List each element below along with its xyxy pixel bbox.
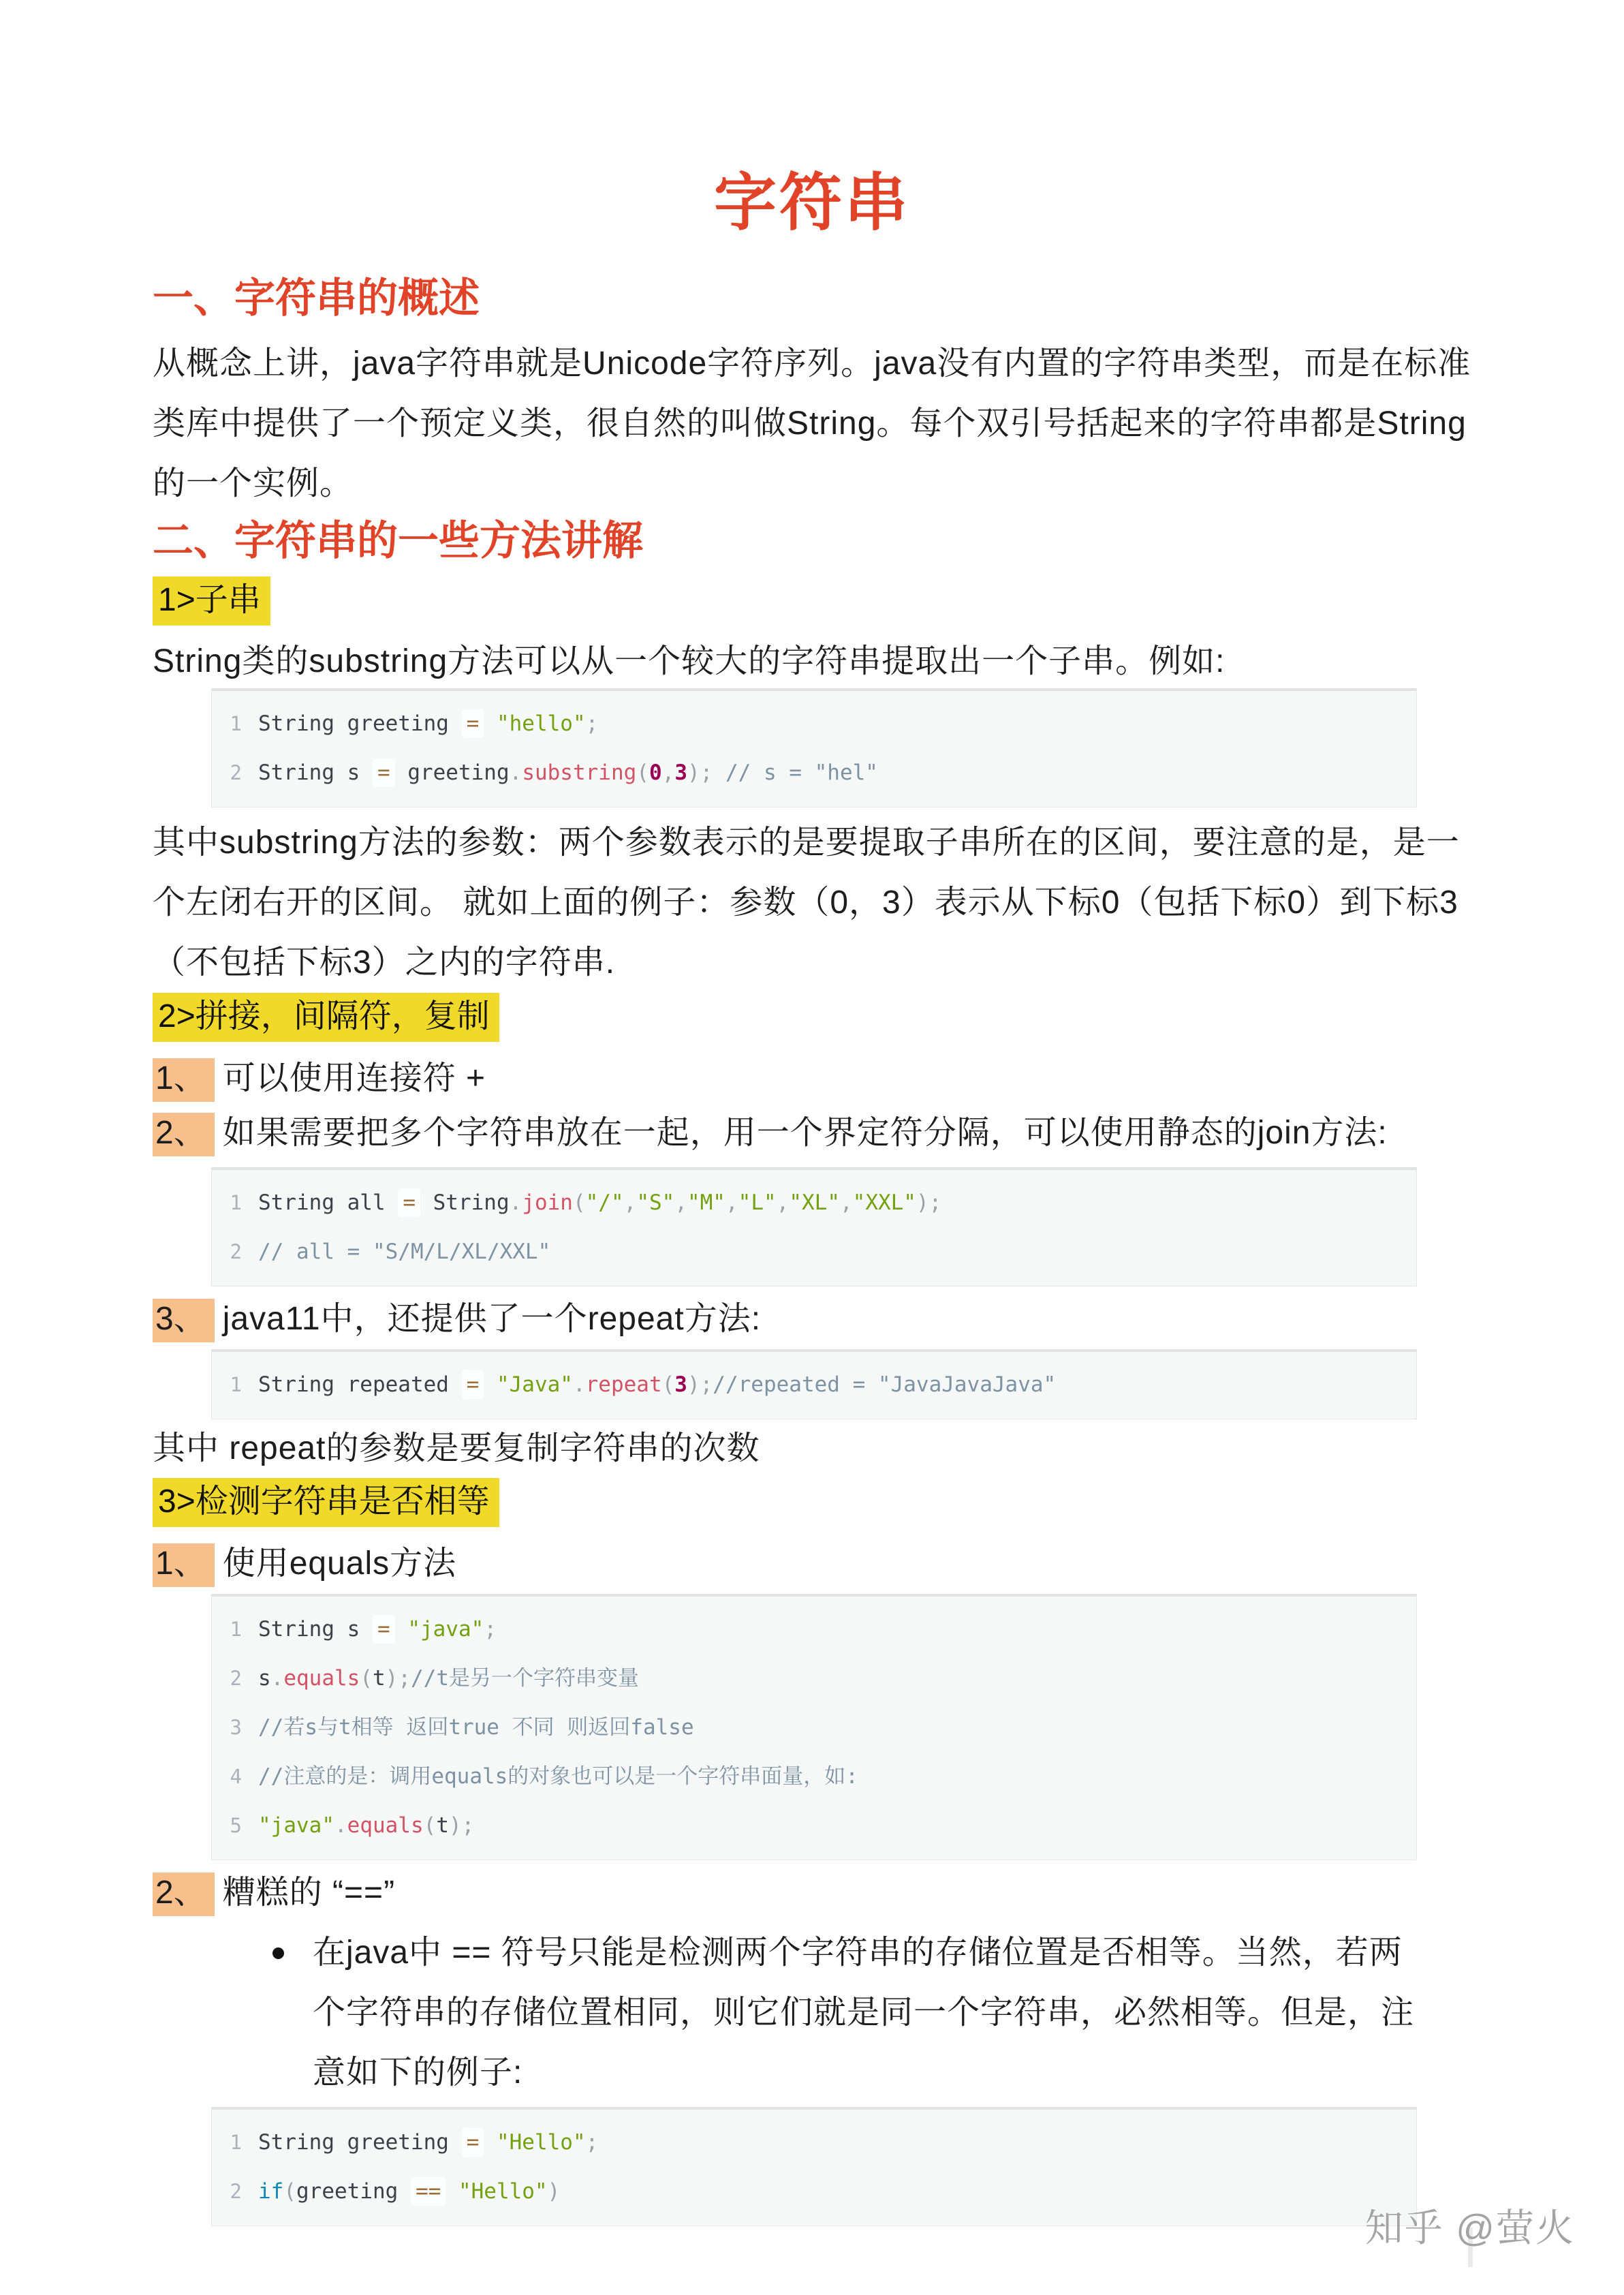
code-line (221, 1801, 1400, 1850)
code-block-join (211, 1167, 1417, 1287)
line-number: 1 (230, 1373, 242, 1396)
line-number: 2 (230, 1667, 242, 1690)
code-line (221, 1178, 1400, 1227)
code-block-substring (211, 688, 1417, 807)
code-line (221, 1654, 1400, 1703)
page-title: 字符串 (713, 168, 910, 238)
line-number: 1 (230, 2131, 242, 2154)
code-line (221, 1703, 1400, 1752)
item-text: 使用equals方法 (222, 1545, 457, 1582)
item-text: 糟糕的 “==” (222, 1875, 396, 1911)
code-line (221, 1752, 1400, 1801)
code-text: //注意的是：调用equals的对象也可以是一个字符串面量，如: (258, 1764, 858, 1789)
numbered-item-concat-3 (153, 1295, 1471, 1344)
line-number: 1 (230, 1618, 242, 1641)
code-text: String repeated = "Java".repeat(3);//repeated = "JavaJavaJava" (258, 1360, 1056, 1409)
bullet-dot-icon (272, 1947, 284, 1959)
line-number: 5 (230, 1814, 242, 1837)
code-line (221, 1227, 1400, 1276)
numbered-item-concat-2 (153, 1109, 1471, 1158)
line-number: 3 (230, 1716, 242, 1739)
section-heading-methods: 二、字符串的一些方法讲解 (153, 518, 643, 564)
line-number: 1 (230, 712, 242, 735)
code-block-compare (211, 2107, 1417, 2226)
line-number: 2 (230, 761, 242, 784)
code-block-repeat (211, 1349, 1417, 1419)
watermark: 知乎 @萤火 (1364, 2206, 1575, 2249)
code-line (221, 1360, 1400, 1409)
code-text: // all = "S/M/L/XL/XXL" (258, 1239, 551, 1264)
code-text: if(greeting == "Hello") (258, 2167, 560, 2216)
item-number-chip: 1、 (153, 1058, 215, 1102)
subsection-label-row (153, 576, 1471, 626)
line-number: 2 (230, 1240, 242, 1263)
code-text: String s = greeting.substring(0,3); // s = "hel" (258, 748, 878, 797)
subsection-label-row (153, 1478, 1471, 1527)
subsection-label-equality: 3>检测字符串是否相等 (153, 1478, 499, 1527)
code-block-compare-wrap (153, 2107, 1471, 2226)
subsection-label-row (153, 993, 1471, 1042)
numbered-item-concat-1 (153, 1054, 1471, 1103)
bullet-item (266, 1923, 1471, 2103)
bullet-text: 在java中 == 符号只能是检测两个字符串的存储位置是否相等。当然，若两个字符串的存储位置相同，则它们就是同一个字符串，必然相等。但是，注意如下的例子: (313, 1935, 1415, 2091)
item-text: java11中，还提供了一个repeat方法: (222, 1301, 762, 1337)
paragraph-substring-lead: String类的substring方法可以从一个较大的字符串提取出一个子串。例如: (153, 643, 1225, 679)
paragraph-substring-explain: 其中substring方法的参数：两个参数表示的是要提取子串所在的区间，要注意的是，是一个左闭右开的区间。 就如上面的例子：参数（0，3）表示从下标0（包括下标0）到下标3（不包括下标3）之内的字符串. (153, 825, 1460, 981)
item-number-chip: 3、 (153, 1299, 215, 1342)
item-number-chip: 1、 (153, 1543, 215, 1587)
code-line (221, 2167, 1400, 2216)
item-text: 可以使用连接符 + (222, 1060, 486, 1096)
item-number-chip: 2、 (153, 1113, 215, 1156)
code-text: String s = "java"; (258, 1605, 497, 1654)
code-line (221, 748, 1400, 797)
code-block-equals (211, 1594, 1417, 1860)
code-text: //若s与t相等 返回true 不同 则返回false (258, 1715, 694, 1740)
line-number: 4 (230, 1765, 242, 1788)
numbered-item-equals-2 (153, 1868, 1471, 1917)
code-line (221, 699, 1400, 748)
paragraph-repeat-note: 其中 repeat的参数是要复制字符串的次数 (153, 1430, 760, 1466)
code-text: String greeting = "Hello"; (258, 2118, 598, 2167)
code-text: String greeting = "hello"; (258, 699, 598, 748)
line-number: 1 (230, 1191, 242, 1214)
numbered-item-equals-1 (153, 1539, 1471, 1588)
item-text: 如果需要把多个字符串放在一起，用一个界定符分隔，可以使用静态的join方法: (222, 1115, 1388, 1151)
section-heading-overview: 一、字符串的概述 (153, 275, 480, 321)
code-text: "java".equals(t); (258, 1813, 475, 1838)
subsection-label-substring: 1>子串 (153, 576, 270, 626)
paragraph-intro: 从概念上讲，java字符串就是Unicode字符序列。java没有内置的字符串类型，而是在标准类库中提供了一个预定义类，很自然的叫做String。每个双引号括起来的字符串都是String的一个实例。 (153, 345, 1471, 502)
code-line (221, 2118, 1400, 2167)
code-line (221, 1605, 1400, 1654)
subsection-label-concat: 2>拼接，间隔符，复制 (153, 993, 499, 1042)
code-text: s.equals(t);//t是另一个字符串变量 (258, 1666, 640, 1691)
line-number: 2 (230, 2180, 242, 2203)
item-number-chip: 2、 (153, 1873, 215, 1916)
code-text: String all = String.join("/","S","M","L","XL","XXL"); (258, 1178, 941, 1227)
